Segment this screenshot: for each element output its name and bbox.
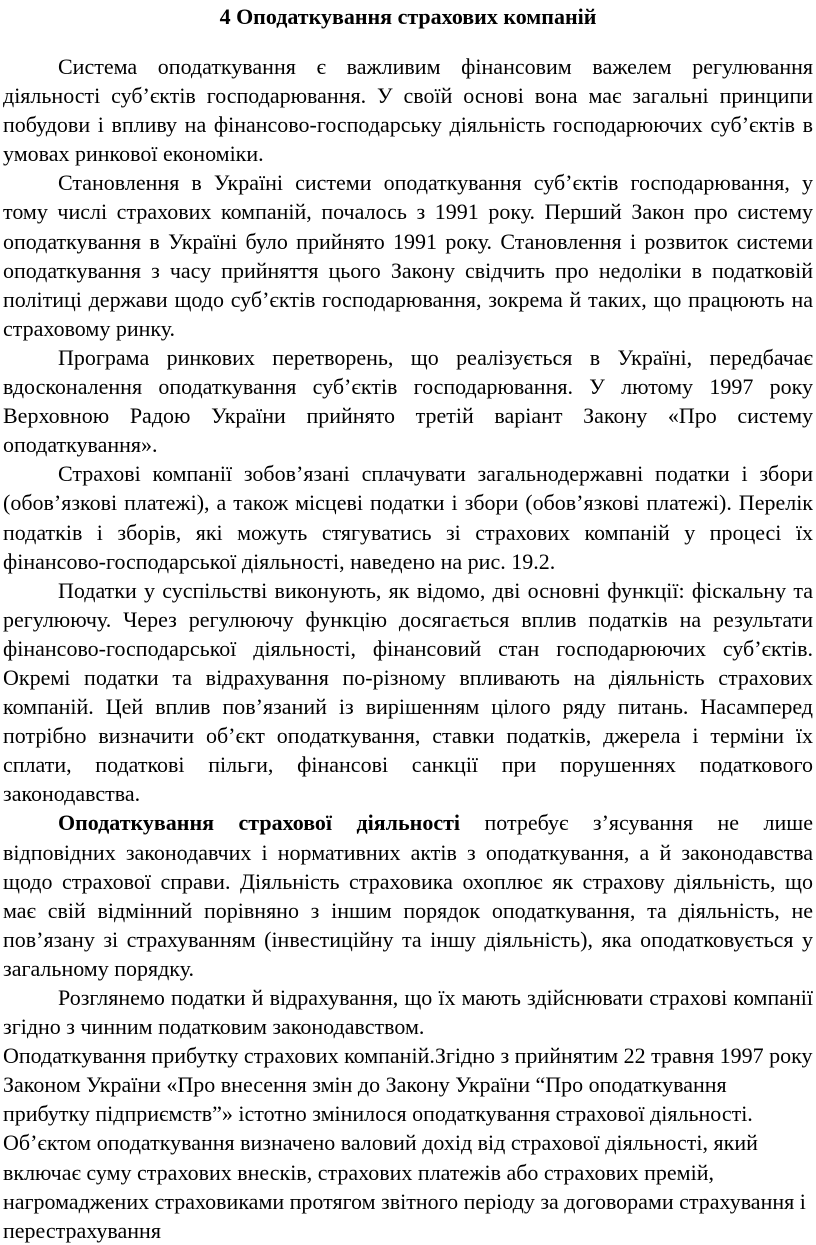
paragraph-tax-functions: Податки у суспільстві виконують, як відомо, дві основні функції: фіскальну та регулюючу. Через регулюючу функцію досягається вплив податків на результати фінансово-господарської діяльності, фінансовий стан господарюючих суб’єктів. Окремі податки та відрахування по-різному впливають на діяльність страхових компаній. Цей вплив пов’язаний із вирішенням цілого ряду питань. Насамперед потрібно визначити об’єкт оподаткування, ставки податків, джерела і терміни їх сплати, податкові пільги, фінансові санкції при порушеннях податкового законодавства. [3,577,813,807]
paragraph-market-reforms: Програма ринкових перетворень, що реалізується в Україні, передбачає вдосконалення оподаткування суб’єктів господарювання. У лютому 1997 року Верховною Радою України прийнято третій варіант Закону «Про систему оподаткування». [3,344,813,458]
paragraph-insurance-taxation [3,808,813,983]
paragraph-insurance-taxation-text: потребує з’ясування не лише відповідних законодавчих і нормативних актів з оподаткування, а й законодавства щодо страхової справи. Діяльність страховика охоплює як страхову діяльність, що має свій відмінний порівняно з іншим порядок оподаткування, та діяльність, не пов’язану зі страхуванням (інвестиційну та іншу діяльність), яка оподатковується у загальному порядку. [3,810,813,981]
paragraph-history: Становлення в Україні системи оподаткування суб’єктів господарювання, у тому числі страхових компаній, почалось з 1991 року. Перший Закон про систему оподаткування в Україні було прийнято 1991 року. Становлення і розвиток системи оподаткування з часу прийняття цього Закону свідчить про недоліки в податковій політиці держави щодо суб’єктів господарювання, зокрема й таких, що працюють на страховому ринку. [3,170,813,341]
paragraph-consider-taxes: Розглянемо податки й відрахування, що їх мають здійснювати страхові компанії згідно з чинним податковим законодавством. [3,985,813,1040]
title-spacer [3,32,813,52]
section-title: 4 Оподаткування страхових компаній [219,4,597,29]
bold-term: Оподаткування страхової діяльності [58,810,460,836]
paragraph-taxation-system: Система оподаткування є важливим фінансовим важелем регулювання діяльності суб’єктів господарювання. У своїй основі вона має загальні принципи побудови і впливу на фінансово-господарську діяльність господарюючих суб’єктів в умовах ринкової економіки. [3,54,813,167]
paragraph-obligations: Страхові компанії зобов’язані сплачувати загальнодержавні податки і збори (обов’язкові платежі), а також місцеві податки і збори (обов’язкові платежі). Перелік податків і зборів, які можуть стягуватись зі страхових компаній у процесі їх фінансово-господарської діяльності, наведено на рис. 19.2. [3,461,813,574]
paragraph-profit-taxation: Оподаткування прибутку страхових компаній.Згідно з прийнятим 22 травня 1997 року Законом України «Про внесення змін до Закону України “Про оподаткування прибутку підприємств”» істотно змінилося оподаткування страхової діяльності. Об’єктом оподаткування визначено валовий дохід від страхової діяльності, який включає суму страхових внесків, страхових платежів або страхових премій, нагромаджених страховиками протягом звітного періоду за договорами страхування і перестрахування [3,1043,813,1243]
